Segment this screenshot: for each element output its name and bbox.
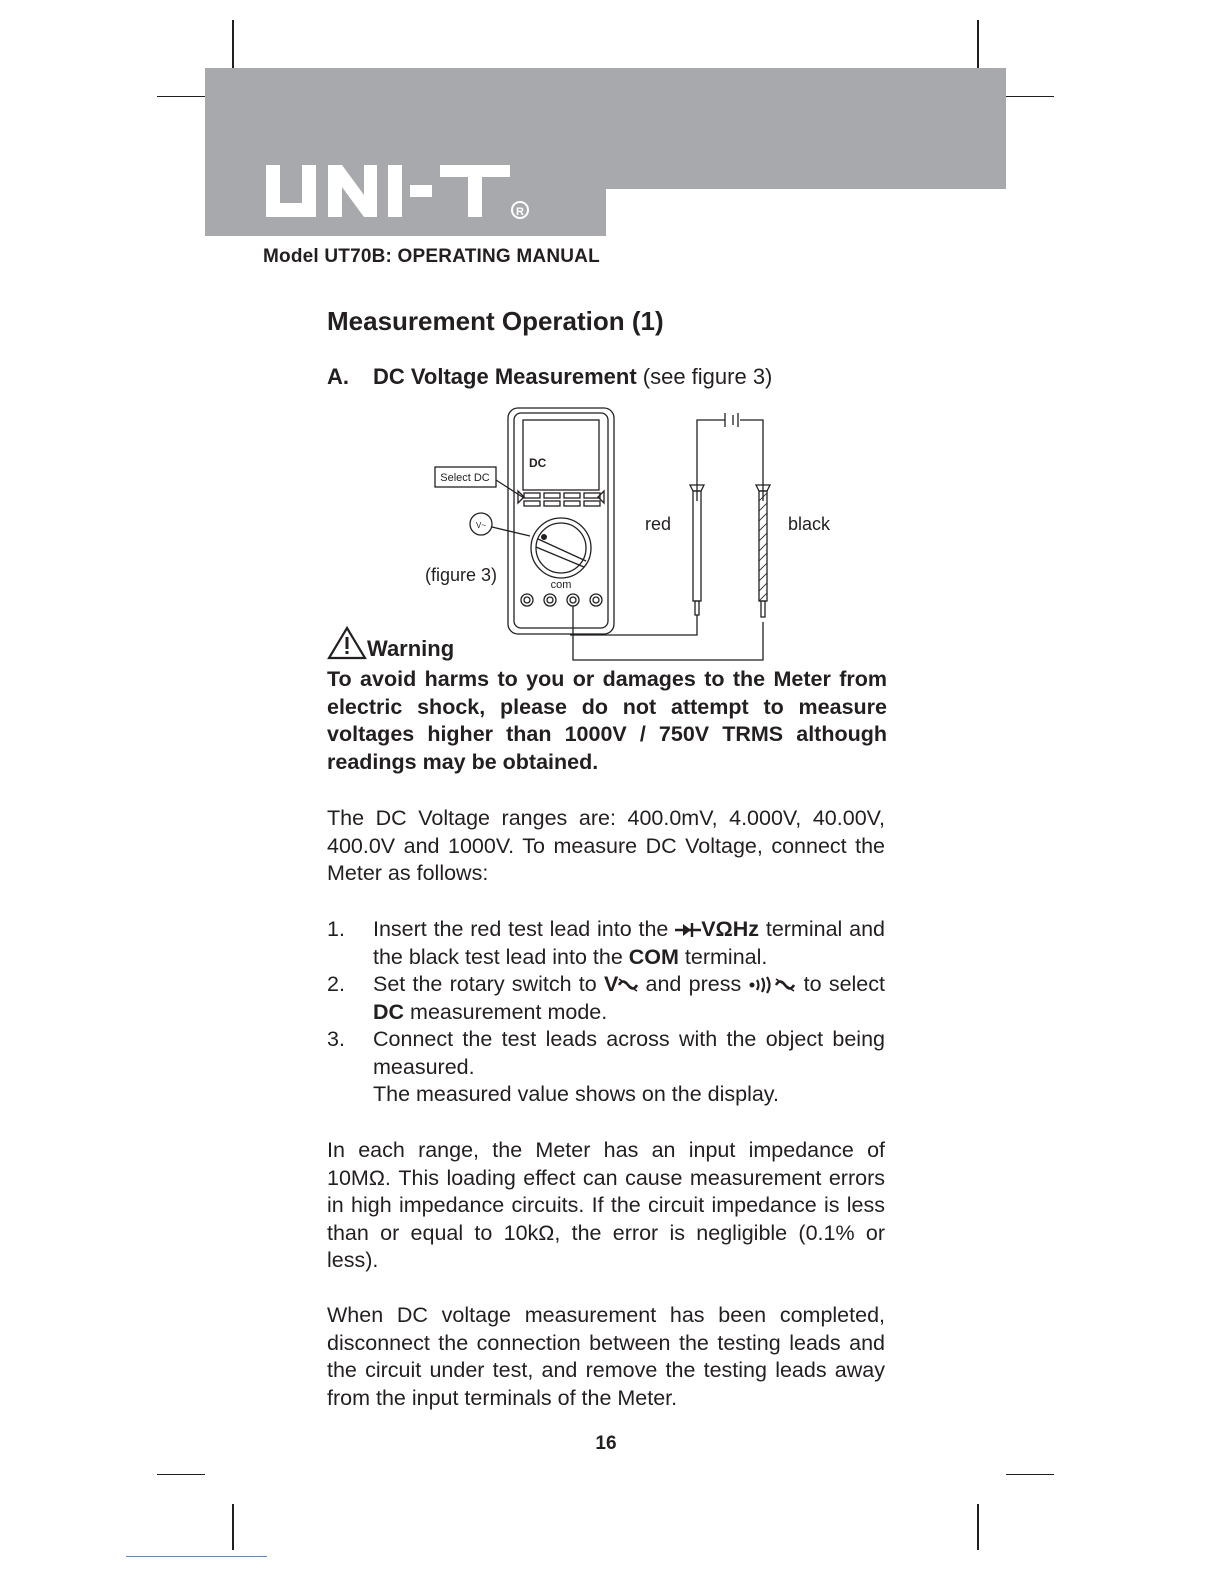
registered-mark: R <box>516 206 524 218</box>
red-lead-label: red <box>645 514 672 534</box>
blue-rule <box>126 1556 267 1557</box>
step-number: 3. <box>327 1027 345 1051</box>
switch-callout: V~ <box>475 521 487 530</box>
manual-subtitle: Model UT70B: OPERATING MANUAL <box>263 246 600 267</box>
terminal-label: VΩHz <box>701 917 760 941</box>
step-text-part: terminal. <box>678 944 768 969</box>
crop-mark <box>157 1474 205 1475</box>
warning-title: Warning <box>367 636 455 661</box>
list-item <box>327 1026 885 1109</box>
black-lead-label: black <box>788 514 831 534</box>
step-text <box>373 1026 885 1109</box>
com-label: com <box>550 579 572 591</box>
step-text-part: Insert the red test lead into the <box>373 917 676 941</box>
step-number: 2. <box>327 972 345 996</box>
step-text <box>373 916 885 971</box>
section-heading <box>327 364 772 390</box>
ranges-paragraph: The DC Voltage ranges are: 400.0mV, 4.000V, 40.00V, 400.0V and 1000V. To measure DC Voltage, connect the Meter as follows: <box>327 806 885 885</box>
step-text-part: Set the rotary switch to <box>373 972 604 996</box>
step-text-part: and press <box>638 972 749 996</box>
step-text <box>373 971 885 1026</box>
lcd-dc-label: DC <box>529 456 547 470</box>
list-item <box>327 916 885 971</box>
crop-mark <box>232 1504 234 1550</box>
dc-mode-label: DC <box>373 999 405 1024</box>
section-letter: A. <box>327 364 349 389</box>
step-text-part: to select <box>796 972 885 996</box>
warning-heading <box>327 626 454 662</box>
step-text-part: terminal and the black test lead into the <box>373 917 885 969</box>
switch-v-label: V <box>603 972 619 996</box>
step-text-part: The measured value shows on the display. <box>373 1082 779 1106</box>
diode-icon <box>675 922 701 938</box>
crop-mark <box>977 20 979 68</box>
crop-mark <box>157 96 205 97</box>
figure-caption: (figure 3) <box>425 565 498 585</box>
warning-triangle-icon <box>327 626 367 660</box>
com-terminal-label: COM <box>628 944 679 969</box>
crop-mark <box>1006 1474 1054 1475</box>
warning-text: To avoid harms to you or damages to the Meter from electric shock, please do not attempt to measure voltages higher than 1000V / 750V TRMS although readings may be obtained. <box>327 667 887 774</box>
step-number: 1. <box>327 917 345 941</box>
ac-dc-wave-icon <box>618 977 638 993</box>
page-number: 16 <box>595 1433 617 1454</box>
impedance-paragraph: In each range, the Meter has an input impedance of 10MΩ. This loading effect can cause measurement errors in high impedance circuits. If the circuit impedance is less than or equal to 10kΩ, the error is negligible (0.1% or less). <box>327 1138 885 1272</box>
completion-paragraph: When DC voltage measurement has been completed, disconnect the connection between the testing leads and the circuit under test, and remove the testing leads away from the input terminals of the Meter. <box>327 1303 885 1410</box>
page-title: Measurement Operation (1) <box>327 306 664 336</box>
continuity-sound-icon <box>748 976 796 994</box>
figure-3 <box>420 405 860 675</box>
step-text-part: Connect the test leads across with the object being measured. <box>373 1027 885 1079</box>
step-text-part: measurement mode. <box>404 999 608 1024</box>
crop-mark <box>232 20 234 68</box>
crop-mark <box>977 1504 979 1550</box>
section-title: DC Voltage Measurement <box>373 364 637 389</box>
steps-list <box>327 916 885 1109</box>
section-ref: (see figure 3) <box>636 364 773 389</box>
select-dc-callout: Select DC <box>440 472 490 484</box>
crop-mark <box>1006 96 1054 97</box>
brand-logo <box>262 155 542 232</box>
list-item <box>327 971 885 1026</box>
